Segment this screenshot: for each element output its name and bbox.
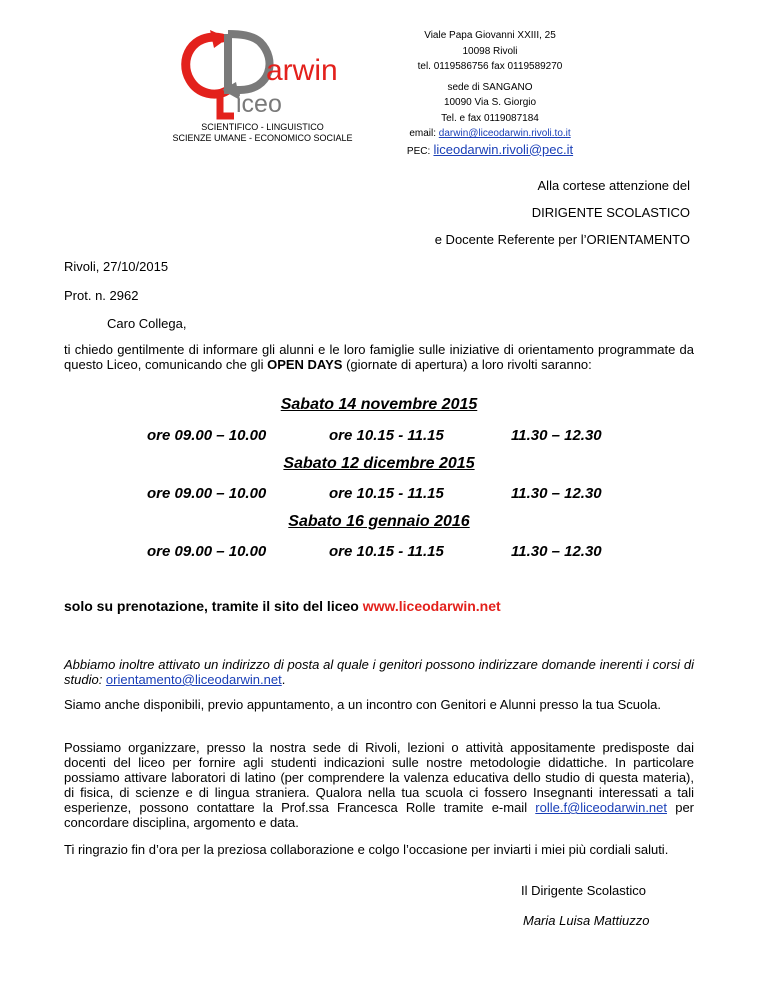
pec-link[interactable]: liceodarwin.rivoli@pec.it xyxy=(433,141,574,157)
greeting: Caro Collega, xyxy=(107,316,187,331)
orientamento-email-link[interactable]: orientamento@liceodarwin.net xyxy=(105,672,282,687)
logo-liceo-text: iceo xyxy=(236,90,282,118)
slot-3-3: 11.30 – 12.30 xyxy=(511,543,602,560)
labs-paragraph xyxy=(64,740,694,830)
logo-name-text: arwin xyxy=(266,54,338,87)
rolle-email-link[interactable]: rolle.f@liceodarwin.net xyxy=(535,800,667,815)
email-line xyxy=(380,126,600,142)
school-contact-block xyxy=(380,28,600,159)
address-line-1: Viale Papa Giovanni XXIII, 25 xyxy=(424,30,556,41)
phone-line: tel. 0119586756 fax 0119589270 xyxy=(417,61,563,72)
email-label: email: xyxy=(409,128,437,139)
logo-subtitle xyxy=(140,122,385,144)
email-link[interactable]: darwin@liceodarwin.rivoli.to.it xyxy=(438,128,571,139)
recipient-block xyxy=(300,178,690,248)
slot-2-2: ore 10.15 - 11.15 xyxy=(329,485,444,502)
intro-open-days: OPEN DAYS xyxy=(267,357,343,372)
intro-paragraph xyxy=(64,342,694,372)
schedule-date-1: Sabato 14 novembre 2015 xyxy=(280,396,478,413)
email-paragraph-end: . xyxy=(281,672,286,687)
booking-note xyxy=(64,598,501,614)
branch-line-1: sede di SANGANO xyxy=(447,81,533,93)
thanks-paragraph: Ti ringrazio fin d’ora per la preziosa collaborazione e colgo l’occasione per inviarti i miei più cordiali saluti. xyxy=(64,842,669,857)
letter-date: Rivoli, 27/10/2015 xyxy=(64,259,169,274)
booking-text: solo su prenotazione, tramite il sito del liceo xyxy=(64,598,363,614)
labs-paragraph-end: per concordare disciplina, argomento e data. xyxy=(64,800,694,830)
slot-2-3: 11.30 – 12.30 xyxy=(511,485,602,502)
intro-text-1: ti chiedo gentilmente di informare gli alunni e le loro famiglie sulle iniziative di orientamento programmate da questo Liceo, comunicando che gli xyxy=(64,342,694,372)
signature-role: Il Dirigente Scolastico xyxy=(521,883,646,898)
slot-2-1: ore 09.00 – 10.00 xyxy=(147,485,267,502)
slot-1-2: ore 10.15 - 11.15 xyxy=(329,427,444,444)
schedule-date-2: Sabato 12 dicembre 2015 xyxy=(283,455,475,472)
email-paragraph xyxy=(64,657,694,687)
intro-text-2: (giornate di apertura) a loro rivolti saranno: xyxy=(342,357,592,372)
pec-line xyxy=(380,142,600,160)
logo-subtitle-line1: SCIENTIFICO - LINGUISTICO xyxy=(201,122,324,132)
recipient-line-1: Alla cortese attenzione del xyxy=(537,178,690,193)
slot-3-1: ore 09.00 – 10.00 xyxy=(147,543,267,560)
branch-line-3: Tel. e fax 0119087184 xyxy=(441,112,539,124)
meeting-paragraph: Siamo anche disponibili, previo appuntamento, a un incontro con Genitori e Alunni presso la tua Scuola. xyxy=(64,697,661,712)
email-paragraph-text: Abbiamo inoltre attivato un indirizzo di posta al quale i genitori possono indirizzare domande inerenti i corsi di studio: xyxy=(64,657,694,687)
labs-paragraph-text: Possiamo organizzare, presso la nostra sede di Rivoli, lezioni o attività appositamente predisposte dai docenti del liceo per fornire agli studenti indicazioni sulle nostre metodologie didattiche. In particolare possiamo attivare laboratori di latino (per comprendere la valenza educativa dello studio di questa materia), di fisica, di scienze e di lingua straniera. Qualora nella tua scuola ci fossero Insegnanti interessati a tali esperienze, possono contattare la Prof.ssa Francesca Rolle tramite e-mail xyxy=(64,740,694,815)
schedule-date-3: Sabato 16 gennaio 2016 xyxy=(288,513,470,530)
booking-site-link[interactable]: www.liceodarwin.net xyxy=(362,598,501,614)
protocol-number: Prot. n. 2962 xyxy=(64,288,139,303)
branch-line-2: 10090 Via S. Giorgio xyxy=(443,97,537,108)
logo-subtitle-line2: SCIENZE UMANE - ECONOMICO SOCIALE xyxy=(172,133,353,143)
school-logo xyxy=(170,20,370,120)
address-line-2: 10098 Rivoli xyxy=(462,45,518,57)
recipient-line-3: e Docente Referente per l’ORIENTAMENTO xyxy=(434,232,690,247)
slot-1-1: ore 09.00 – 10.00 xyxy=(147,427,267,444)
slot-1-3: 11.30 – 12.30 xyxy=(511,427,602,444)
signature-name: Maria Luisa Mattiuzzo xyxy=(523,913,650,928)
pec-label: PEC: xyxy=(406,145,431,157)
slot-3-2: ore 10.15 - 11.15 xyxy=(329,543,444,560)
recipient-line-2: DIRIGENTE SCOLASTICO xyxy=(531,205,690,220)
